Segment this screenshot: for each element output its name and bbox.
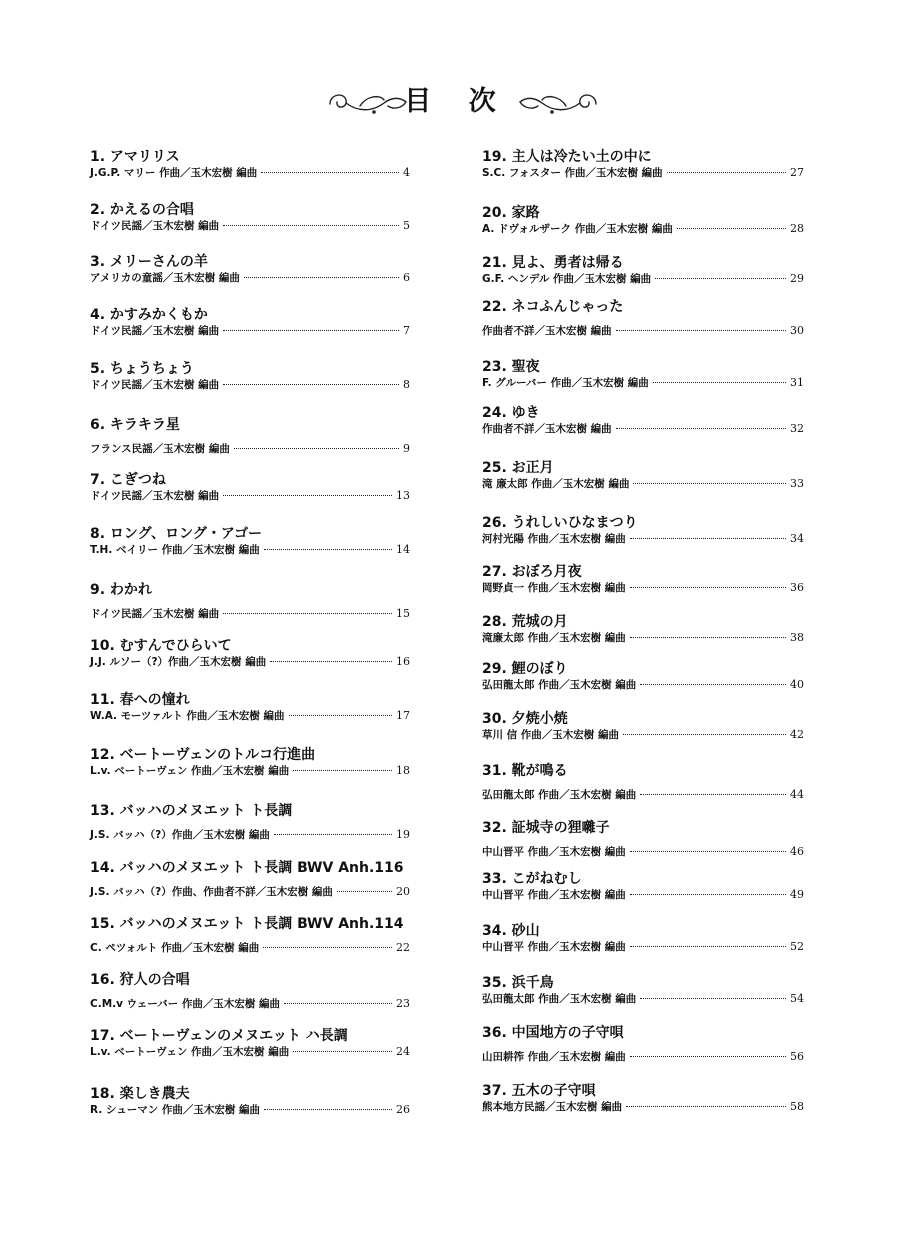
toc-entry [90, 471, 410, 503]
entry-page-number: 9 [403, 442, 410, 455]
toc-entry [482, 762, 804, 802]
entry-credit-row [90, 764, 410, 778]
entry-credit: アメリカの童謡／玉木宏樹 編曲 [90, 272, 240, 284]
dot-leader [626, 1106, 786, 1107]
entry-page-number: 30 [790, 324, 804, 337]
toc-header [0, 80, 914, 130]
entry-credit: 中山晋平 作曲／玉木宏樹 編曲 [482, 941, 626, 953]
entry-page-number: 6 [403, 271, 410, 284]
entry-page-number: 13 [396, 489, 410, 502]
dot-leader [623, 734, 786, 735]
entry-title: 28. 荒城の月 [482, 614, 568, 630]
entry-credit: W.A. モーツァルト 作曲／玉木宏樹 編曲 [90, 710, 285, 722]
entry-credit: J.G.P. マリー 作曲／玉木宏樹 編曲 [90, 167, 258, 179]
entry-credit-row [90, 271, 410, 285]
entry-credit: G.F. ヘンデル 作曲／玉木宏樹 編曲 [482, 273, 652, 285]
entry-credit: ドイツ民謡／玉木宏樹 編曲 [90, 220, 220, 232]
entry-credit: J.J. ルソー（?）作曲／玉木宏樹 編曲 [90, 656, 267, 668]
entry-credit: C.M.v ウェーバー 作曲／玉木宏樹 編曲 [90, 998, 280, 1010]
entry-credit-row [482, 992, 804, 1006]
entry-credit-row [482, 581, 804, 595]
toc-entry [482, 204, 804, 236]
toc-entry [90, 691, 410, 723]
entry-credit-row [482, 324, 804, 338]
entry-credit-row [482, 166, 804, 180]
entry-title: 30. 夕焼小焼 [482, 711, 568, 727]
entry-credit: 滝廉太郎 作曲／玉木宏樹 編曲 [482, 632, 626, 644]
entry-credit-row [90, 828, 410, 842]
entry-credit-row [482, 376, 804, 390]
entry-credit: F. グルーバー 作曲／玉木宏樹 編曲 [482, 377, 649, 389]
entry-page-number: 49 [790, 888, 804, 901]
entry-page-number: 22 [396, 941, 410, 954]
entry-credit: S.C. フォスター 作曲／玉木宏樹 編曲 [482, 167, 663, 179]
entry-title: 21. 見よ、勇者は帰る [482, 255, 624, 271]
dot-leader [616, 428, 786, 429]
toc-entry [90, 1027, 410, 1059]
dot-leader [223, 613, 392, 614]
entry-page-number: 36 [790, 581, 804, 594]
entry-page-number: 17 [396, 709, 410, 722]
entry-credit: ドイツ民謡／玉木宏樹 編曲 [90, 608, 220, 620]
entry-title: 1. アマリリス [90, 149, 180, 165]
entry-credit-row [90, 378, 410, 392]
entry-credit-row [90, 166, 410, 180]
toc-entry [482, 1024, 804, 1064]
dot-leader [630, 946, 786, 947]
dot-leader [264, 549, 392, 550]
entry-title: 27. おぼろ月夜 [482, 564, 582, 580]
entry-title: 20. 家路 [482, 205, 540, 221]
entry-credit-row [90, 442, 410, 456]
dot-leader [244, 277, 399, 278]
entry-page-number: 58 [790, 1100, 804, 1113]
entry-title: 29. 鯉のぼり [482, 661, 568, 677]
entry-title: 32. 証城寺の狸囃子 [482, 820, 610, 836]
entry-credit: フランス民謡／玉木宏樹 編曲 [90, 443, 230, 455]
dot-leader [640, 794, 786, 795]
dot-leader [289, 715, 392, 716]
entry-page-number: 14 [396, 543, 410, 556]
entry-page-number: 31 [790, 376, 804, 389]
toc-entry [90, 1085, 410, 1117]
dot-leader [223, 330, 399, 331]
toc-entry [482, 1082, 804, 1114]
entry-page-number: 42 [790, 728, 804, 741]
entry-page-number: 32 [790, 422, 804, 435]
dot-leader [655, 278, 786, 279]
dot-leader [653, 382, 786, 383]
toc-entry [90, 306, 410, 338]
entry-credit-row [90, 324, 410, 338]
entry-credit-row [90, 941, 410, 955]
entry-title: 6. キラキラ星 [90, 417, 180, 433]
dot-leader [616, 330, 786, 331]
entry-credit: 河村光陽 作曲／玉木宏樹 編曲 [482, 533, 626, 545]
dot-leader [337, 891, 392, 892]
dot-leader [274, 834, 392, 835]
toc-entry [482, 358, 804, 390]
entry-credit-row [90, 885, 410, 899]
entry-page-number: 23 [396, 997, 410, 1010]
entry-page-number: 8 [403, 378, 410, 391]
entry-title: 24. ゆき [482, 405, 540, 421]
toc-entry [482, 514, 804, 546]
dot-leader [630, 538, 786, 539]
entry-page-number: 24 [396, 1045, 410, 1058]
entry-credit: ドイツ民謡／玉木宏樹 編曲 [90, 490, 220, 502]
toc-entry [90, 915, 410, 955]
entry-page-number: 52 [790, 940, 804, 953]
entry-credit: T.H. ベイリー 作曲／玉木宏樹 編曲 [90, 544, 260, 556]
dot-leader [264, 1109, 392, 1110]
dot-leader [223, 495, 392, 496]
dot-leader [263, 947, 392, 948]
toc-entry [90, 971, 410, 1011]
dot-leader [633, 483, 786, 484]
entry-credit: J.S. バッハ（?）作曲、作曲者不詳／玉木宏樹 編曲 [90, 886, 333, 898]
entry-credit-row [482, 728, 804, 742]
page-title: 目 次 [404, 86, 510, 117]
toc-entry [482, 870, 804, 902]
entry-credit-row [90, 1103, 410, 1117]
dot-leader [270, 661, 392, 662]
toc-entry [90, 581, 410, 621]
entry-title: 2. かえるの合唱 [90, 202, 194, 218]
entry-credit: 作曲者不詳／玉木宏樹 編曲 [482, 423, 612, 435]
dot-leader [630, 1056, 786, 1057]
entry-credit: A. ドヴォルザーク 作曲／玉木宏樹 編曲 [482, 223, 673, 235]
toc-entry [482, 459, 804, 491]
entry-credit-row [90, 489, 410, 503]
entry-page-number: 54 [790, 992, 804, 1005]
entry-title: 33. こがねむし [482, 871, 582, 887]
dot-leader [677, 228, 786, 229]
toc-entry [90, 201, 410, 233]
entry-credit: 弘田龍太郎 作曲／玉木宏樹 編曲 [482, 789, 637, 801]
entry-title: 22. ネコふんじゃった [482, 299, 624, 315]
entry-title: 36. 中国地方の子守唄 [482, 1025, 624, 1041]
entry-page-number: 33 [790, 477, 804, 490]
entry-credit: 作曲者不詳／玉木宏樹 編曲 [482, 325, 612, 337]
entry-title: 13. バッハのメヌエット ト長調 [90, 803, 293, 819]
entry-title: 10. むすんでひらいて [90, 638, 232, 654]
toc-entry [90, 253, 410, 285]
entry-title: 25. お正月 [482, 460, 554, 476]
entry-credit-row [482, 845, 804, 859]
dot-leader [640, 684, 786, 685]
entry-title: 17. ベートーヴェンのメヌエット ハ長調 [90, 1028, 348, 1044]
toc-entry [482, 298, 804, 338]
dot-leader [630, 851, 786, 852]
entry-title: 15. バッハのメヌエット ト長調 BWV Anh.114 [90, 916, 404, 932]
entry-credit: 中山晋平 作曲／玉木宏樹 編曲 [482, 846, 626, 858]
entry-page-number: 27 [790, 166, 804, 179]
entry-title: 14. バッハのメヌエット ト長調 BWV Anh.116 [90, 860, 404, 876]
entry-credit: R. シューマン 作曲／玉木宏樹 編曲 [90, 1104, 261, 1116]
entry-credit-row [482, 1100, 804, 1114]
entry-credit: L.v. ベートーヴェン 作曲／玉木宏樹 編曲 [90, 1046, 290, 1058]
entry-title: 31. 靴が鳴る [482, 763, 568, 779]
entry-credit-row [482, 788, 804, 802]
dot-leader [261, 172, 399, 173]
dot-leader [223, 384, 399, 385]
entry-page-number: 56 [790, 1050, 804, 1063]
entry-credit-row [482, 477, 804, 491]
entry-credit: ドイツ民謡／玉木宏樹 編曲 [90, 325, 220, 337]
dot-leader [293, 770, 392, 771]
entry-credit: 草川 信 作曲／玉木宏樹 編曲 [482, 729, 619, 741]
entry-page-number: 7 [403, 324, 410, 337]
scroll-ornament-icon [326, 86, 408, 120]
entry-title: 18. 楽しき農夫 [90, 1086, 190, 1102]
dot-leader [640, 998, 786, 999]
scroll-ornament-icon [518, 86, 600, 120]
toc-entry [90, 148, 410, 180]
entry-title: 26. うれしいひなまつり [482, 515, 638, 531]
entry-credit-row [482, 1050, 804, 1064]
entry-credit: 滝 廉太郎 作曲／玉木宏樹 編曲 [482, 478, 630, 490]
dot-leader [630, 637, 786, 638]
entry-credit: 熊本地方民謡／玉木宏樹 編曲 [482, 1101, 623, 1113]
entry-credit: C. ペツォルト 作曲／玉木宏樹 編曲 [90, 942, 260, 954]
entry-credit-row [90, 1045, 410, 1059]
dot-leader [234, 448, 399, 449]
entry-page-number: 19 [396, 828, 410, 841]
toc-entry [482, 660, 804, 692]
dot-leader [630, 587, 786, 588]
dot-leader [630, 894, 786, 895]
entry-page-number: 20 [396, 885, 410, 898]
entry-credit-row [90, 543, 410, 557]
toc-entry [90, 637, 410, 669]
entry-title: 19. 主人は冷たい土の中に [482, 149, 652, 165]
entry-title: 35. 浜千鳥 [482, 975, 554, 991]
entry-page-number: 40 [790, 678, 804, 691]
entry-title: 3. メリーさんの羊 [90, 254, 208, 270]
toc-entry [482, 563, 804, 595]
entry-credit: 山田耕筰 作曲／玉木宏樹 編曲 [482, 1051, 626, 1063]
entry-page-number: 29 [790, 272, 804, 285]
entry-title: 34. 砂山 [482, 923, 540, 939]
entry-title: 7. こぎつね [90, 472, 166, 488]
entry-page-number: 28 [790, 222, 804, 235]
toc-entry [482, 819, 804, 859]
toc-entry [482, 254, 804, 286]
entry-credit-row [482, 888, 804, 902]
entry-credit-row [90, 655, 410, 669]
entry-title: 16. 狩人の合唱 [90, 972, 190, 988]
entry-title: 11. 春への憧れ [90, 692, 190, 708]
entry-title: 8. ロング、ロング・アゴー [90, 526, 263, 542]
entry-credit-row [482, 532, 804, 546]
entry-credit-row [482, 222, 804, 236]
toc-entry [90, 859, 410, 899]
entry-credit-row [482, 422, 804, 436]
entry-page-number: 18 [396, 764, 410, 777]
entry-credit: 弘田龍太郎 作曲／玉木宏樹 編曲 [482, 679, 637, 691]
toc-entry [482, 922, 804, 954]
entry-page-number: 26 [396, 1103, 410, 1116]
toc-entry [482, 974, 804, 1006]
entry-credit-row [90, 219, 410, 233]
entry-credit-row [482, 272, 804, 286]
entry-credit: 中山晋平 作曲／玉木宏樹 編曲 [482, 889, 626, 901]
entry-credit: ドイツ民謡／玉木宏樹 編曲 [90, 379, 220, 391]
entry-credit: L.v. ベートーヴェン 作曲／玉木宏樹 編曲 [90, 765, 290, 777]
toc-entry [482, 613, 804, 645]
toc-entry [482, 404, 804, 436]
dot-leader [223, 225, 399, 226]
toc-entry [90, 525, 410, 557]
entry-title: 4. かすみかくもか [90, 307, 208, 323]
toc-entry [482, 148, 804, 180]
toc-entry [90, 746, 410, 778]
entry-page-number: 5 [403, 219, 410, 232]
entry-credit: 弘田龍太郎 作曲／玉木宏樹 編曲 [482, 993, 637, 1005]
entry-credit-row [482, 940, 804, 954]
entry-page-number: 38 [790, 631, 804, 644]
entry-page-number: 34 [790, 532, 804, 545]
entry-page-number: 4 [403, 166, 410, 179]
entry-page-number: 44 [790, 788, 804, 801]
entry-credit-row [90, 607, 410, 621]
dot-leader [284, 1003, 392, 1004]
entry-title: 9. わかれ [90, 582, 152, 598]
toc-entry [482, 710, 804, 742]
entry-credit: 岡野貞一 作曲／玉木宏樹 編曲 [482, 582, 626, 594]
entry-credit-row [482, 678, 804, 692]
entry-title: 12. ベートーヴェンのトルコ行進曲 [90, 747, 316, 763]
entry-page-number: 16 [396, 655, 410, 668]
toc-entry [90, 416, 410, 456]
entry-credit-row [90, 997, 410, 1011]
entry-page-number: 46 [790, 845, 804, 858]
dot-leader [293, 1051, 392, 1052]
toc-entry [90, 360, 410, 392]
toc-entry [90, 802, 410, 842]
entry-title: 5. ちょうちょう [90, 361, 194, 377]
entry-credit-row [90, 709, 410, 723]
entry-credit: J.S. バッハ（?）作曲／玉木宏樹 編曲 [90, 829, 270, 841]
entry-credit-row [482, 631, 804, 645]
entry-title: 23. 聖夜 [482, 359, 540, 375]
entry-title: 37. 五木の子守唄 [482, 1083, 596, 1099]
dot-leader [667, 172, 786, 173]
entry-page-number: 15 [396, 607, 410, 620]
